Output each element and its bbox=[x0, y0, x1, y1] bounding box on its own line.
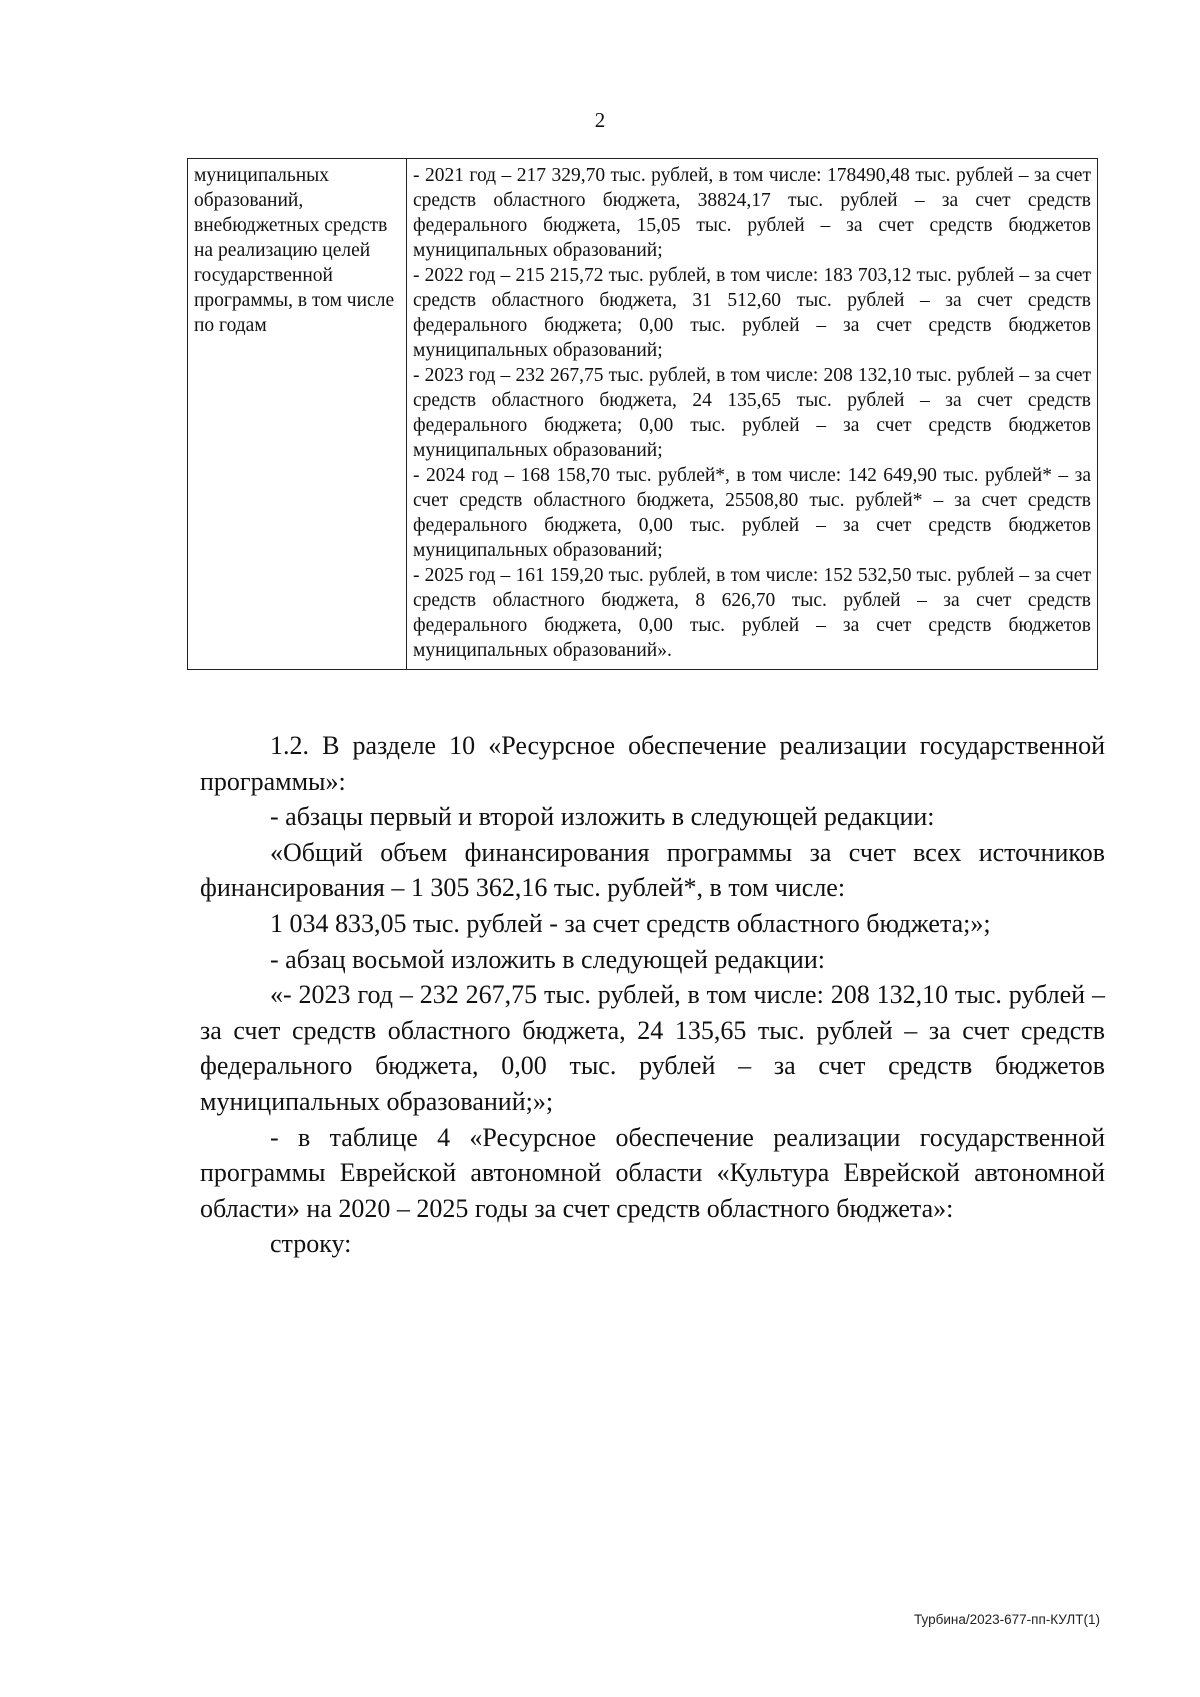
paragraph-total-funding: «Общий объем финансирования программы за счет всех источников финансирования – 1 305 362,16 тыс. рублей*, в том числе: bbox=[200, 837, 1105, 903]
program-funding-table bbox=[187, 158, 1098, 670]
paragraph-2023-funding: «- 2023 год – 232 267,75 тыс. рублей, в том числе: 208 132,10 тыс. рублей – за счет средств областного бюджета, 24 135,65 тыс. рублей – за счет средств федерального бюджета, 0,00 тыс. рублей – за счет средств бюджетов муниципальных образований;»; bbox=[200, 980, 1105, 1116]
table-left-cell: муниципальных образований, внебюджетных средств на реализацию целей государственной программы, в том числе по годам bbox=[188, 159, 407, 670]
document-code: Турбина/2023-677-пп-КУЛТ(1) bbox=[914, 1612, 1100, 1627]
paragraph-amend-first-second: - абзацы первый и второй изложить в следующей редакции: bbox=[270, 802, 935, 832]
paragraph-regional-budget: 1 034 833,05 тыс. рублей - за счет средств областного бюджета;»; bbox=[270, 908, 991, 938]
paragraph-section-10: 1.2. В разделе 10 «Ресурсное обеспечение реализации государственной программы»: bbox=[200, 731, 1105, 796]
paragraph-table-4: - в таблице 4 «Ресурсное обеспечение реализации государственной программы Еврейской автономной области «Культура Еврейской автономной области» на 2020 – 2025 годы за счет средств областного бюджета»: bbox=[200, 1122, 1105, 1223]
table-right-cell bbox=[407, 159, 1098, 670]
year-2022-line: - 2022 год – 215 215,72 тыс. рублей, в том числе: 183 703,12 тыс. рублей – за счет средств областного бюджета, 31 512,60 тыс. рублей – за счет средств федерального бюджета; 0,00 тыс. рублей – за счет средств бюджетов муниципальных образований; bbox=[413, 265, 1091, 361]
paragraph-row: строку: bbox=[270, 1229, 352, 1259]
year-2021-line: - 2021 год – 217 329,70 тыс. рублей, в том числе: 178490,48 тыс. рублей – за счет средств областного бюджета, 38824,17 тыс. рублей – за счет средств федерального бюджета, 15,05 тыс. рублей – за счет средств бюджетов муниципальных образований; bbox=[413, 165, 1091, 261]
year-2025-line: - 2025 год – 161 159,20 тыс. рублей, в том числе: 152 532,50 тыс. рублей – за счет средств областного бюджета, 8 626,70 тыс. рублей – за счет средств федерального бюджета, 0,00 тыс. рублей – за счет средств бюджетов муниципальных образований». bbox=[413, 565, 1091, 661]
page-number: 2 bbox=[594, 108, 606, 132]
paragraph-amend-eighth: - абзац восьмой изложить в следующей редакции: bbox=[270, 944, 825, 974]
document-body bbox=[200, 728, 1105, 1262]
year-2024-line: - 2024 год – 168 158,70 тыс. рублей*, в том числе: 142 649,90 тыс. рублей* – за счет средств областного бюджета, 25508,80 тыс. рублей* – за счет средств федерального бюджета, 0,00 тыс. рублей – за счет средств бюджетов муниципальных образований; bbox=[413, 465, 1091, 561]
table-row bbox=[188, 159, 1098, 670]
year-2023-line: - 2023 год – 232 267,75 тыс. рублей, в том числе: 208 132,10 тыс. рублей – за счет средств областного бюджета, 24 135,65 тыс. рублей – за счет средств федерального бюджета; 0,00 тыс. рублей – за счет средств бюджетов муниципальных образований; bbox=[413, 365, 1091, 461]
